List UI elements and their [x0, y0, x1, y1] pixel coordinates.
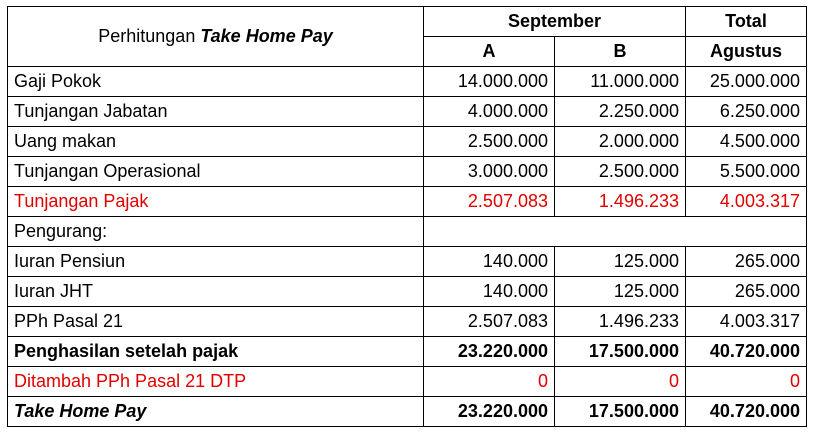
table-row-take-home-pay: [8, 397, 807, 427]
table-row: [8, 157, 807, 187]
value-b: 2.250.000: [555, 97, 686, 127]
value-b: 1.496.233: [555, 307, 686, 337]
row-label: Uang makan: [8, 127, 424, 157]
value-a: 23.220.000: [424, 397, 555, 427]
value-total: 265.000: [686, 277, 807, 307]
take-home-pay-table: [7, 6, 807, 427]
value-total: 5.500.000: [686, 157, 807, 187]
table-row: [8, 307, 807, 337]
section-label: Pengurang:: [8, 217, 424, 247]
value-total: 40.720.000: [686, 337, 807, 367]
table-row: [8, 277, 807, 307]
value-total: 25.000.000: [686, 67, 807, 97]
value-b: 125.000: [555, 277, 686, 307]
value-total: 0: [686, 367, 807, 397]
row-label: Iuran JHT: [8, 277, 424, 307]
empty-merged-cell: [424, 217, 807, 247]
value-a: 140.000: [424, 247, 555, 277]
value-b: 17.500.000: [555, 397, 686, 427]
section-row-deductions: [8, 217, 807, 247]
table-title-emphasis: Take Home Pay: [200, 26, 333, 46]
row-label: Iuran Pensiun: [8, 247, 424, 277]
value-a: 2.500.000: [424, 127, 555, 157]
table-row: [8, 67, 807, 97]
month-group-header: September: [424, 7, 686, 37]
value-a: 140.000: [424, 277, 555, 307]
value-a: 3.000.000: [424, 157, 555, 187]
row-label: Tunjangan Jabatan: [8, 97, 424, 127]
value-a: 0: [424, 367, 555, 397]
table-row: [8, 127, 807, 157]
value-b: 1.496.233: [555, 187, 686, 217]
table-title-plain: Perhitungan: [98, 26, 201, 46]
table-row-tax-allowance: [8, 187, 807, 217]
value-a: 14.000.000: [424, 67, 555, 97]
value-total: 6.250.000: [686, 97, 807, 127]
value-total: 265.000: [686, 247, 807, 277]
value-a: 23.220.000: [424, 337, 555, 367]
total-month-header: Agustus: [686, 37, 807, 67]
column-a-header: A: [424, 37, 555, 67]
column-b-header: B: [555, 37, 686, 67]
row-label: Tunjangan Pajak: [8, 187, 424, 217]
table-title: [8, 7, 424, 67]
value-b: 2.500.000: [555, 157, 686, 187]
row-label: Gaji Pokok: [8, 67, 424, 97]
table-row-net-income: [8, 337, 807, 367]
row-label: Ditambah PPh Pasal 21 DTP: [8, 367, 424, 397]
row-label: PPh Pasal 21: [8, 307, 424, 337]
table-row-dtp: [8, 367, 807, 397]
value-b: 11.000.000: [555, 67, 686, 97]
value-a: 2.507.083: [424, 307, 555, 337]
value-total: 40.720.000: [686, 397, 807, 427]
value-a: 2.507.083: [424, 187, 555, 217]
value-total: 4.003.317: [686, 307, 807, 337]
row-label: Tunjangan Operasional: [8, 157, 424, 187]
value-b: 2.000.000: [555, 127, 686, 157]
table-row: [8, 97, 807, 127]
value-total: 4.003.317: [686, 187, 807, 217]
header-row-top: [8, 7, 807, 37]
value-total: 4.500.000: [686, 127, 807, 157]
value-b: 0: [555, 367, 686, 397]
table-row: [8, 247, 807, 277]
value-a: 4.000.000: [424, 97, 555, 127]
value-b: 125.000: [555, 247, 686, 277]
total-header: Total: [686, 7, 807, 37]
row-label: Penghasilan setelah pajak: [8, 337, 424, 367]
value-b: 17.500.000: [555, 337, 686, 367]
row-label: Take Home Pay: [8, 397, 424, 427]
